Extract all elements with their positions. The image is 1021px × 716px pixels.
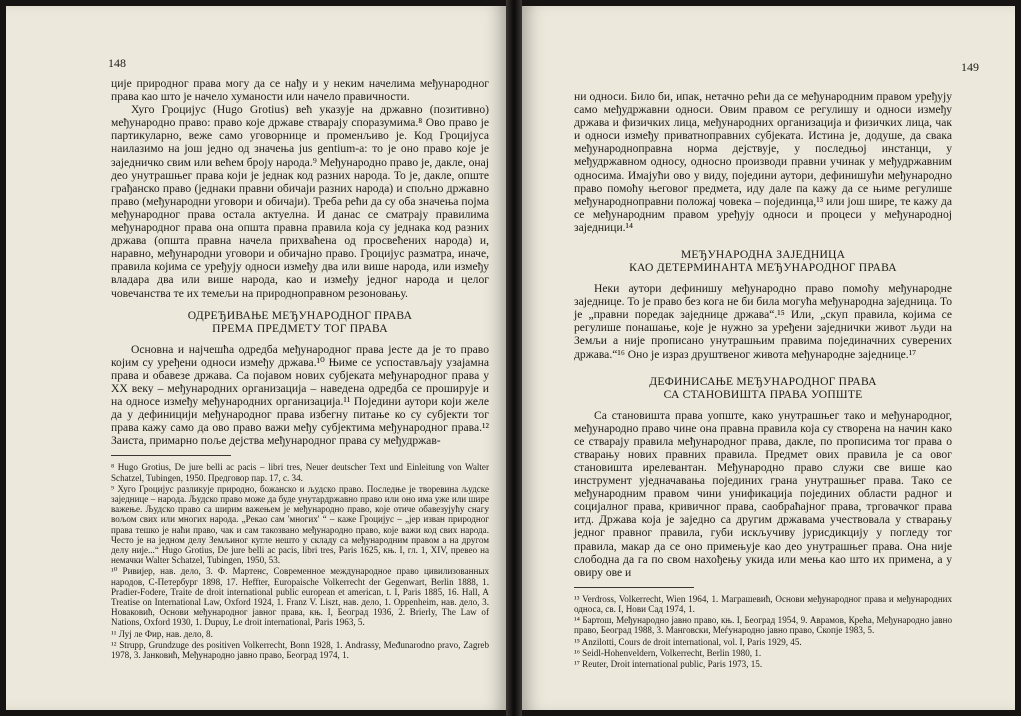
footnote-divider — [111, 455, 231, 456]
paragraph: Хуго Гроцијус (Hugo Grotius) већ указује на државно (позитивно) међународно право: право које државе стварају споразумима.⁸ Ово право је партикуларно, веже само уговорнице и променљиво је. Код Гроцијуса наилазимо на још једно од значења jus gentium-а: то је оно право које је заједничко свим или већем броју народа.⁹ Међународно право је, дакле, онај део унутрашњег права који је једнак код разних народа. То је, дакле, опште грађанско право (једнаки правни обичаји разних народа) и спољно државно право (међународни уговори и обичаји). Треба рећи да су оба значења појма међународног права остала актуелна. И данас се сматрају правилима међународног права она општа правна правила која су једнака код разних држава (општа правна начела прихваћена од просвећених народа) и, наравно, међународни уговори и обичајно право. Гроцијус разматра, иначе, правила којима се уређују односи између два или више народа, или између владара два или више народа, као и између једног народа и целог човечанства те их темељи на природноправном резоновању. — [111, 103, 489, 300]
footnote: ¹⁶ Seidl-Hohenveldern, Volkerrecht, Berlin 1980, 1. — [574, 647, 762, 658]
footnote: ¹⁰ Ривијер, нав. дело, 3. Ф. Мартенс, Современное международное право цивилизованных народов, С-Петербург 1898, 17. Heffter, Europaische Volkerrecht der Gegenwart, Berlin 1888, 1. Pradier-Fodere, Traite de droit international public european et american, t. I, Paris 1885, 16. Hall, A Treatise on International Law, Oxford 1924, 1. Franz V. Liszt, нав. дело, 1. Oppenheim, нав. дело, 3. Новаковић, Основи међународног јавног права, књ. I, Београд 1936, 2. Brierly, The Law of Nations, Oxford 1930, 1. Dupuy, Le droit international, Paris 1963, 5. — [111, 566, 489, 628]
footnotes — [574, 594, 952, 669]
left-page — [6, 6, 506, 710]
footnote-divider — [574, 587, 694, 588]
heading-line: ДЕФИНИСАЊЕ МЕЂУНАРОДНОГ ПРАВА — [649, 374, 877, 388]
heading-line: МЕЂУНАРОДНА ЗАЈЕДНИЦА — [680, 248, 846, 262]
book-gutter — [506, 0, 522, 716]
paragraph: Основна и најчешћа одредба међународног права јесте да је то право којим су уређени односи између држава.¹⁰ Њиме се успостављају узајамна права и обавезе држава. Са појавом нових субјеката међународног права у XX веку – међународних организација – наведена одредба се проширује и на односе између међународних организација.¹¹ Поједини аутори који желе да у дефиницији међународног права избегну питање ко су субјекти тог права кажу само да ово право важи међу субјектима међународног права.¹² Заиста, примарно поље дејства међународног права су међудржав- — [111, 342, 489, 448]
paragraph: Неки аутори дефинишу међународно право помоћу међународне заједнице. То је право без кога не би била могућа међународна заједница. То је „правни поредак заједнице држава“.¹⁵ Или, „скуп правила, којима се регулише понашање, које је нужно за уређени заједнички живот људи на Земљи а није прописано унутрашњим правима појединачних суверених држава.“¹⁶ Оно је израз друштвеног живота међународне заједнице.¹⁷ — [574, 282, 952, 361]
footnote: ⁸ Hugo Grotius, De jure belli ac pacis – libri tres, Neuer deutscher Text und Einleitung von Walter Schatzel, Tubingen, 1950. Предговор пар. 17, с. 34. — [111, 462, 489, 483]
footnote: ¹⁵ Anzilotti, Cours de droit international, vol. I, Paris 1929, 45. — [574, 636, 802, 647]
section-heading — [574, 248, 952, 274]
footnote: ¹² Strupp, Grundzuge des positiven Volkerrecht, Bonn 1928, 1. Andrassy, Međunarodno pravo, Zagreb 1978, 3. Јанковић, Међународно јавно право, Београд 1974, 1. — [111, 639, 489, 660]
right-page — [522, 6, 1015, 710]
footnote: ¹³ Verdross, Volkerrecht, Wien 1964, 1. Маграшевић, Основи међународног права и међународних односа, св. I, Нови Сад 1974, 1. — [574, 593, 952, 615]
section-heading — [574, 375, 952, 401]
footnotes — [111, 462, 489, 660]
section-heading — [111, 309, 489, 335]
footnote: ¹¹ Луј ле Фир, нав. дело, 8. — [111, 628, 213, 639]
paragraph: ције природног права могу да се нађу и у неким начелима међународног права као што је начело хуманости или начело правичности. — [111, 77, 489, 104]
heading-line: ПРЕМА ПРЕДМЕТУ ТОГ ПРАВА — [212, 321, 388, 335]
page-number: 149 — [961, 60, 979, 74]
heading-line: СА СТАНОВИШТА ПРАВА УОПШТЕ — [663, 387, 863, 401]
text-column — [574, 90, 952, 670]
heading-line: КАО ДЕТЕРМИНАНТА МЕЂУНАРОДНОГ ПРАВА — [629, 261, 897, 275]
heading-line: ОДРЕЂИВАЊЕ МЕЂУНАРОДНОГ ПРАВА — [187, 308, 413, 322]
page-number: 148 — [108, 56, 126, 70]
footnote: ¹⁴ Бартош, Међународно јавно право, књ. I, Београд 1954, 9. Аврамов, Крећа, Међународно јавно право, Београд 1988, 3. Манговски, Меѓународно јавно право, Скопје 1983, 5. — [574, 615, 952, 636]
paragraph: ни односи. Било би, ипак, нетачно рећи да се међународним правом уређују само међудржавни односи. Овим правом се регулишу и односи између држава и физичких лица, међународних организација и физичких лица, чак и односи између приватноправних субјеката. Истина је, додуше, да свака међународноправна норма дејствује, у последњој инстанци, у међудржавном односу, односно производи правни учинак у међудржавним односима. Имајући ово у виду, поједини аутори, дефинишући међународно право помоћу његовог предмета, иду дале па кажу да се њиме регулише међународноправни положај човека – појединца,¹³ или још шире, те кажу да се међународним правом уређују односи и процеси у међународној заједници.¹⁴ — [574, 90, 952, 234]
text-column — [111, 77, 489, 661]
footnote: ⁹ Хуго Гроцијус разликује природно, божанско и људско право. Последње је творевина људске заједнице – народа. Људско право може да буде унутардржавно право или оно има уже или шире важење. Људско право са ширим важењем је међународно право, које отиче обавезујућу снагу вољом свих или многих народа. „Рекао сам 'многих' “ – каже Гроцијус – „јер изван природног права тешко је наћи право, чак и сам такозвано међународно право, које важи код свих народа. Често је на једном делу Земљиног кугле нешто у складу са међународним правом а на другом делу није...“ Hugo Grotius, De jure belli ac pacis, libri tres, Paris 1625, књ. I, гл. 1, XIV, превео на немачки Walter Schatzel, Tubingen, 1950, 53. — [111, 483, 489, 566]
paragraph: Са становишта права уопште, како унутрашњег тако и међународног, међународно право чине она правна правила која су створена на начин како се стварају правила међународног права, дакле, по прописима тог права о стварању нових правних правила. Предмет ових правила је са овог становишта ирелевантан. Међународно право служи све више као инструмент уједначавања појединих грана унутрашњег права. Тако се међународним правом чини унификација појединих области радног и социјалног права, кривичног права, саобраћајног права, трговачког права итд. Држава која је заједно са другим државама учествовала у стварању једног правног правила, губи искључиву јурисдикцију у погледу тог правила, макар да се оно примењује као део унутрашњег права. Она није слободна да га по свом нахођењу укида или мења као што их примена, а у овиру ове и — [574, 408, 952, 579]
footnote: ¹⁷ Reuter, Droit international public, Paris 1973, 15. — [574, 659, 763, 670]
